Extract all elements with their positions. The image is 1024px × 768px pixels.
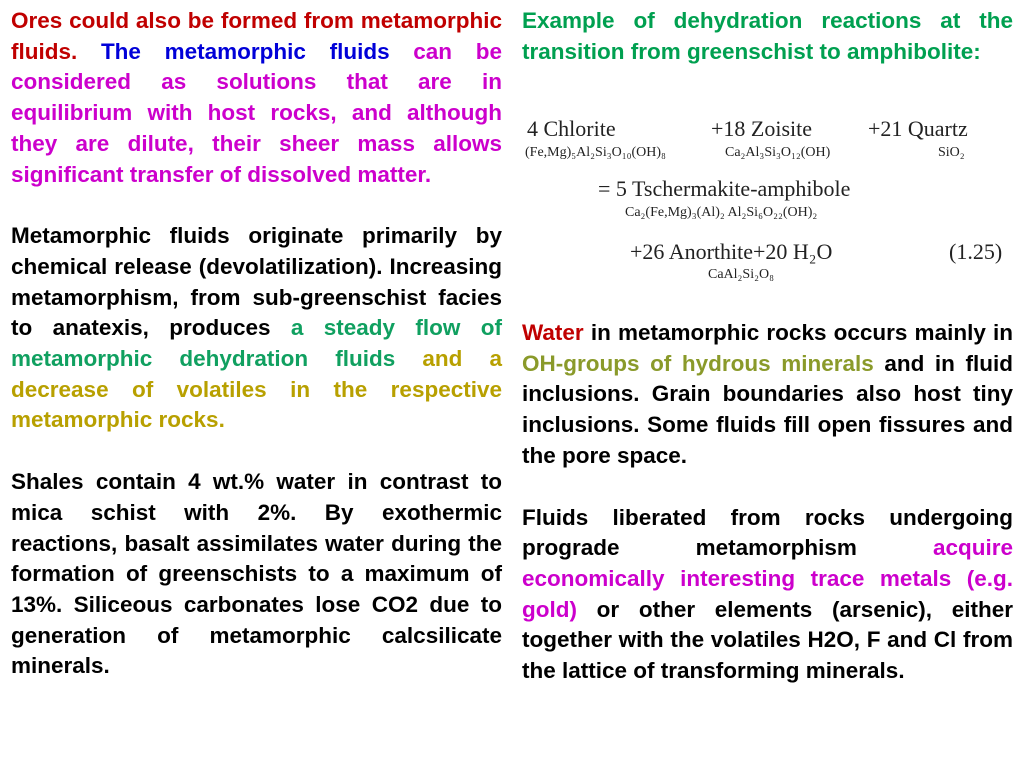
eq-quartz-formula: SiO₂ — [938, 145, 965, 160]
eq-quartz: +21 Quartz — [868, 116, 968, 141]
paragraph-example-reactions: Example of dehydration reactions at the transition from greenschist to amphibolite: — [522, 8, 1013, 64]
eq-chlorite-formula: (Fe,Mg)₅Al₂Si₃O₁₀(OH)₈ — [525, 145, 666, 160]
eq-anorthite-water: +26 Anorthite+20 H₂O — [630, 239, 833, 264]
text-occurs-in: in metamorphic rocks occurs mainly in — [590, 320, 1013, 345]
text-solutions-equilibrium: can be considered as solutions that are in equilibrium with host rocks, and although they are dilute, their sheer mass allows significant transfer of dissolved matter. — [11, 38, 502, 187]
eq-zoisite-formula: Ca₂Al₃Si₃O₁₂(OH) — [725, 145, 831, 160]
text-ores-formed: Ores could also be formed from metamorphic fluids. — [11, 8, 502, 64]
eq-amphibole-formula: Ca₂(Fe,Mg)₃(Al)₂ Al₂Si₆O₂₂(OH)₂ — [625, 205, 818, 220]
dehydration-equation — [525, 114, 1017, 289]
text-fluid-inclusions: and in fluid inclusions. Grain boundaries also host tiny inclusions. Some fluids fill open fissures and the pore space. — [522, 350, 1013, 468]
text-dehydration-fluids: a steady flow of metamorphic dehydration fluids — [11, 315, 502, 372]
eq-chlorite: 4 Chlorite — [527, 116, 616, 141]
paragraph-trace-metals — [522, 503, 1013, 687]
left-column — [11, 6, 502, 682]
text-water: Water — [522, 320, 584, 345]
eq-zoisite: +18 Zoisite — [711, 116, 813, 141]
text-origin: Metamorphic fluids originate primarily by chemical release (devolatilization). Increasing metamorphism, from sub-greenschist facies to anatexis, produces — [11, 223, 502, 341]
spacer — [522, 472, 1013, 503]
eq-number: (1.25) — [949, 239, 1003, 264]
paragraph-water-content: Shales contain 4 wt.% water in contrast to mica schist with 2%. By exothermic reactions, basalt assimilates water during the formation of greenschists to a maximum of 13%. Siliceous carbonates lose CO2 due to generation of metamorphic calcsilicate minerals. — [11, 469, 502, 679]
text-volatiles-decrease: and a decrease of volatiles in the respective metamorphic rocks. — [11, 346, 502, 433]
eq-anorthite-formula: CaAl₂Si₂O₈ — [708, 267, 774, 282]
text-other-elements: or other elements (arsenic), either together with the volatiles H2O, F and Cl from the lattice of transforming minerals. — [522, 596, 1013, 684]
spacer — [11, 190, 502, 221]
text-acquire-metals: acquire economically interesting trace metals (e.g. gold) — [522, 535, 1013, 622]
right-column — [522, 6, 1013, 67]
text-oh-groups: OH-groups of hydrous minerals — [522, 350, 874, 376]
paragraph-devolatilization — [11, 221, 502, 436]
right-column-lower — [522, 318, 1013, 687]
paragraph-water-occurrence — [522, 318, 1013, 472]
spacer — [11, 436, 502, 467]
text-metamorphic-fluids: The metamorphic fluids — [100, 38, 390, 64]
eq-amphibole: = 5 Tschermakite-amphibole — [598, 176, 851, 201]
text-fluids-liberated: Fluids liberated from rocks undergoing prograde metamorphism — [522, 504, 1013, 561]
paragraph-ores-fluids — [11, 6, 502, 190]
